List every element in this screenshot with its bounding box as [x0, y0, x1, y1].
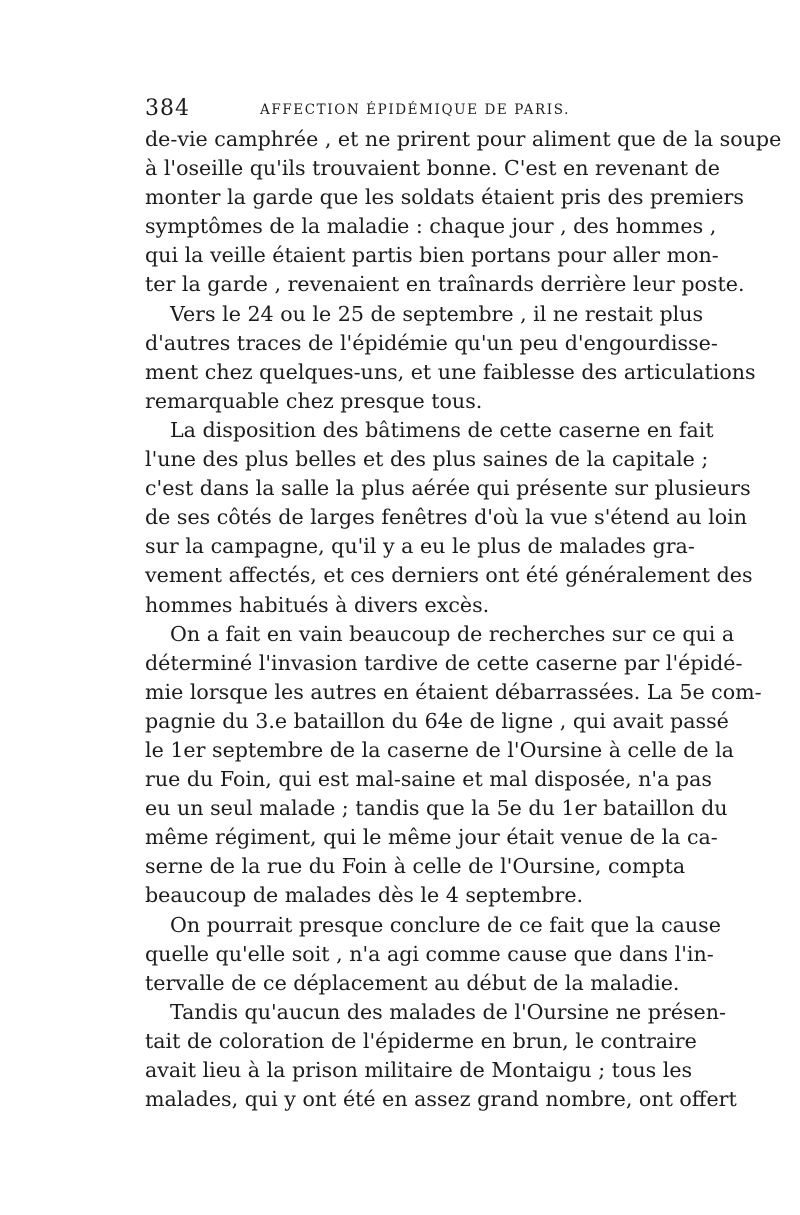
text-line: déterminé l'invasion tardive de cette caserne par l'épidé- — [145, 650, 743, 675]
text-line: eu un seul malade ; tandis que la 5e du 1er bataillon du — [145, 796, 728, 821]
text-line: ment chez quelques-uns, et une faiblesse des articulations — [145, 359, 756, 384]
text-line: de-vie camphrée , et ne prirent pour aliment que de la soupe — [145, 127, 782, 151]
text-line: On a fait en vain beaucoup de recherches sur ce qui a — [170, 621, 735, 646]
text-line: serne de la rue du Foin à celle de l'Oursine, compta — [145, 854, 686, 879]
paragraph — [145, 911, 721, 998]
text-line: c'est dans la salle la plus aérée qui présente sur plusieurs — [145, 476, 751, 501]
text-line: On pourrait presque conclure de ce fait que la cause — [170, 912, 721, 937]
text-line: qui la veille étaient partis bien portans pour aller mon- — [145, 243, 719, 268]
page-number: 384 — [145, 96, 190, 121]
paragraph — [145, 998, 737, 1114]
text-line: pagnie du 3.e bataillon du 64e de ligne , qui avait passé — [145, 708, 729, 733]
paragraph — [145, 416, 753, 620]
text-line: ter la garde , revenaient en traînards derrière leur poste. — [145, 272, 745, 297]
text-line: monter la garde que les soldats étaient pris des premiers — [145, 185, 744, 210]
body-text — [145, 125, 782, 1114]
text-line: remarquable chez presque tous. — [145, 388, 483, 413]
text-line: La disposition des bâtimens de cette caserne en fait — [170, 417, 714, 442]
text-line: symptômes de la maladie : chaque jour , des hommes , — [145, 214, 717, 239]
text-line: de ses côtés de larges fenêtres d'où la vue s'étend au loin — [145, 505, 747, 530]
text-line: tervalle de ce déplacement au début de la maladie. — [145, 970, 680, 995]
text-line: tait de coloration de l'épiderme en brun, le contraire — [145, 1028, 697, 1053]
text-line: vement affectés, et ces derniers ont été généralement des — [145, 563, 753, 588]
text-line: sur la campagne, qu'il y a eu le plus de malades gra- — [145, 534, 695, 559]
text-line: malades, qui y ont été en assez grand nombre, ont offert — [145, 1087, 737, 1112]
page-header — [145, 96, 650, 126]
text-line: Vers le 24 ou le 25 de septembre , il ne restait plus — [170, 301, 704, 326]
text-line: le 1er septembre de la caserne de l'Oursine à celle de la — [145, 737, 734, 762]
text-line: Tandis qu'aucun des malades de l'Oursine ne présen- — [170, 999, 726, 1024]
text-line: beaucoup de malades dès le 4 septembre. — [145, 883, 584, 908]
text-line: hommes habitués à divers excès. — [145, 592, 490, 617]
paragraph — [145, 125, 782, 300]
text-line: l'une des plus belles et des plus saines de la capitale ; — [145, 447, 709, 472]
text-line: rue du Foin, qui est mal-saine et mal disposée, n'a pas — [145, 767, 712, 792]
text-line: à l'oseille qu'ils trouvaient bonne. C'est en revenant de — [145, 156, 720, 181]
text-line: même régiment, qui le même jour était venue de la ca- — [145, 825, 718, 850]
text-line: d'autres traces de l'épidémie qu'un peu d'engourdisse- — [145, 330, 718, 355]
running-head: AFFECTION ÉPIDÉMIQUE DE PARIS. — [260, 102, 570, 118]
paragraph — [145, 620, 762, 911]
text-line: mie lorsque les autres en étaient débarrassées. La 5e com- — [145, 679, 762, 704]
text-line: avait lieu à la prison militaire de Montaigu ; tous les — [145, 1058, 693, 1082]
paragraph — [145, 300, 756, 416]
text-line: quelle qu'elle soit , n'a agi comme cause que dans l'in- — [145, 941, 714, 966]
